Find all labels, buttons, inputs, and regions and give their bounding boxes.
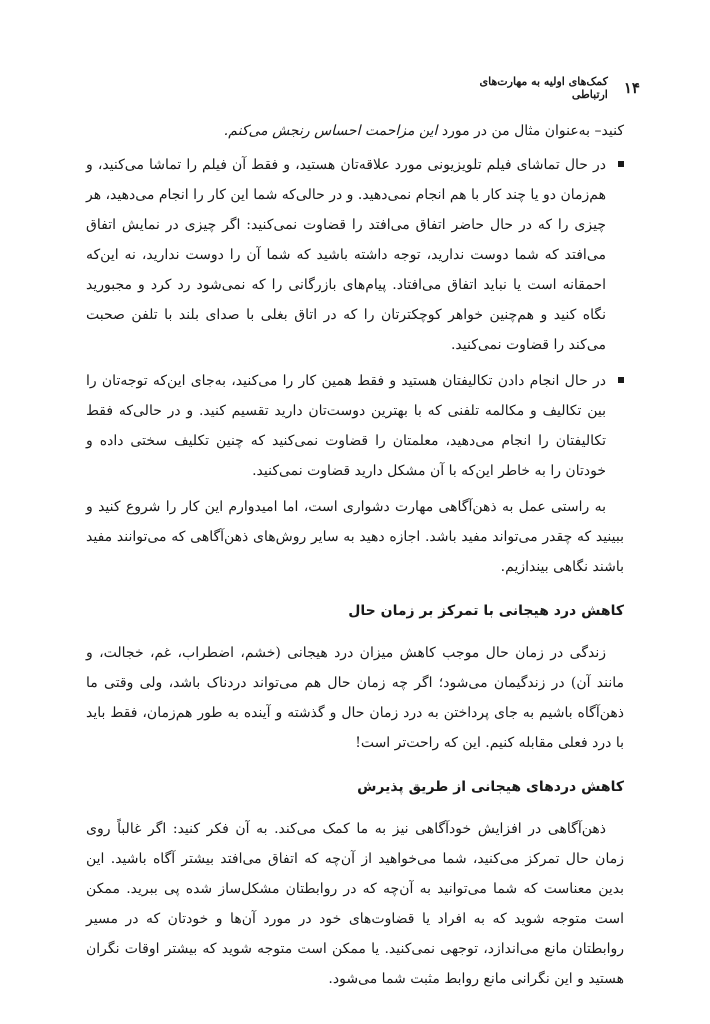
intro-line-italic: این مزاحمت احساس رنجش می‌کنم. — [223, 123, 438, 139]
section-heading: کاهش درد هیجانی با تمرکز بر زمان حال — [348, 603, 624, 619]
bullet-list — [86, 150, 624, 486]
square-bullet-icon — [618, 377, 624, 383]
section-heading: کاهش دردهای هیجانی از طریق پذیرش — [357, 779, 624, 795]
paragraph: ذهن‌آگاهی در افزایش خودآگاهی نیز به ما کمک می‌کند. به آن فکر کنید: اگر غالباً روی زمان حال تمرکز می‌کنید، شما می‌خواهید از آن‌چه که اتفاق می‌افتد بیشتر آگاه باشید. این بدین معناست که شما می‌توانید به آن‌چه که در روابطتان مشکل‌ساز شده پی ببرید. ممکن است متوجه شوید که به افراد یا قضاوت‌های خود در مورد آن‌ها و خودتان که در مسیر روابطتان مانع می‌اندازد، توجهی نمی‌کنید. یا ممکن است متوجه شوید که بیشتر اوقات نگران هستید و این نگرانی مانع روابط مثبت شما می‌شود. — [86, 821, 624, 987]
bullet-text: در حال تماشای فیلم تلویزیونی مورد علاقه‌تان هستید، و فقط آن فیلم را تماشا می‌کنید، و هم‌زمان دو یا چند کار با هم انجام نمی‌دهید. و در حالی‌که شما این کار را انجام می‌دهید، هر چیزی را که در حال حاضر اتفاق می‌افتد را قضاوت نمی‌کنید: اگر چیزی در نمایش اتفاق می‌افتد که شما دوست ندارید، توجه داشته باشید که شما آن را دوست ندارید، نه این‌که احمقانه است یا نباید اتفاق می‌افتاد. پیام‌های بازرگانی را که نمی‌شود رد کرد و مجبورید نگاه کنید و هم‌چنین خواهر کوچکترتان را که در اتاق بغلی با صدای بلند با تلفن صحبت می‌کند را قضاوت نمی‌کنید. — [85, 157, 606, 353]
paragraph: به راستی عمل به ذهن‌آگاهی مهارت دشواری است، اما امیدوارم این کار را شروع کنید و ببینید که چقدر می‌تواند مفید باشد. اجازه دهید به سایر روش‌های ذهن‌آگاهی که می‌توانند مفید باشند نگاهی بیندازیم. — [86, 499, 624, 575]
page-body — [86, 116, 624, 1002]
bullet-item — [86, 366, 624, 486]
paragraph: زندگی در زمان حال موجب کاهش میزان درد هیجانی (خشم، اضطراب، غم، خجالت، و مانند آن) در زندگیمان می‌شود؛ اگر چه زمان حال هم می‌تواند دردناک باشد، ولی وقتی ما ذهن‌آگاه باشیم به جای پرداختن به درد زمان حال و گذشته و آینده به طور هم‌زمان، فقط باید با درد فعلی مقابله کنیم. این که راحت‌تر است! — [86, 645, 624, 751]
intro-line — [86, 116, 624, 146]
running-title: کمک‌های اولیه به مهارت‌های ارتباطی — [479, 75, 608, 101]
square-bullet-icon — [618, 161, 624, 167]
page-number: ۱۴ — [623, 79, 640, 97]
bullet-text: در حال انجام دادن تکالیفتان هستید و فقط همین کار را می‌کنید، به‌جای این‌که توجه‌تان را بین تکالیف و مکالمه تلفنی که با بهترین دوست‌تان دارید تقسیم کنید. و در حالی‌که فقط تکالیفتان را انجام می‌دهید، معلمتان را قضاوت نمی‌کنید که چنین تکلیف سختی داده و خودتان را به خاطر این‌که با آن مشکل دارید قضاوت نمی‌کنید. — [86, 373, 606, 479]
bullet-item — [86, 150, 624, 360]
intro-line-lead: کنید– به‌عنوان مثال من در مورد — [441, 123, 624, 139]
running-header — [455, 76, 640, 100]
